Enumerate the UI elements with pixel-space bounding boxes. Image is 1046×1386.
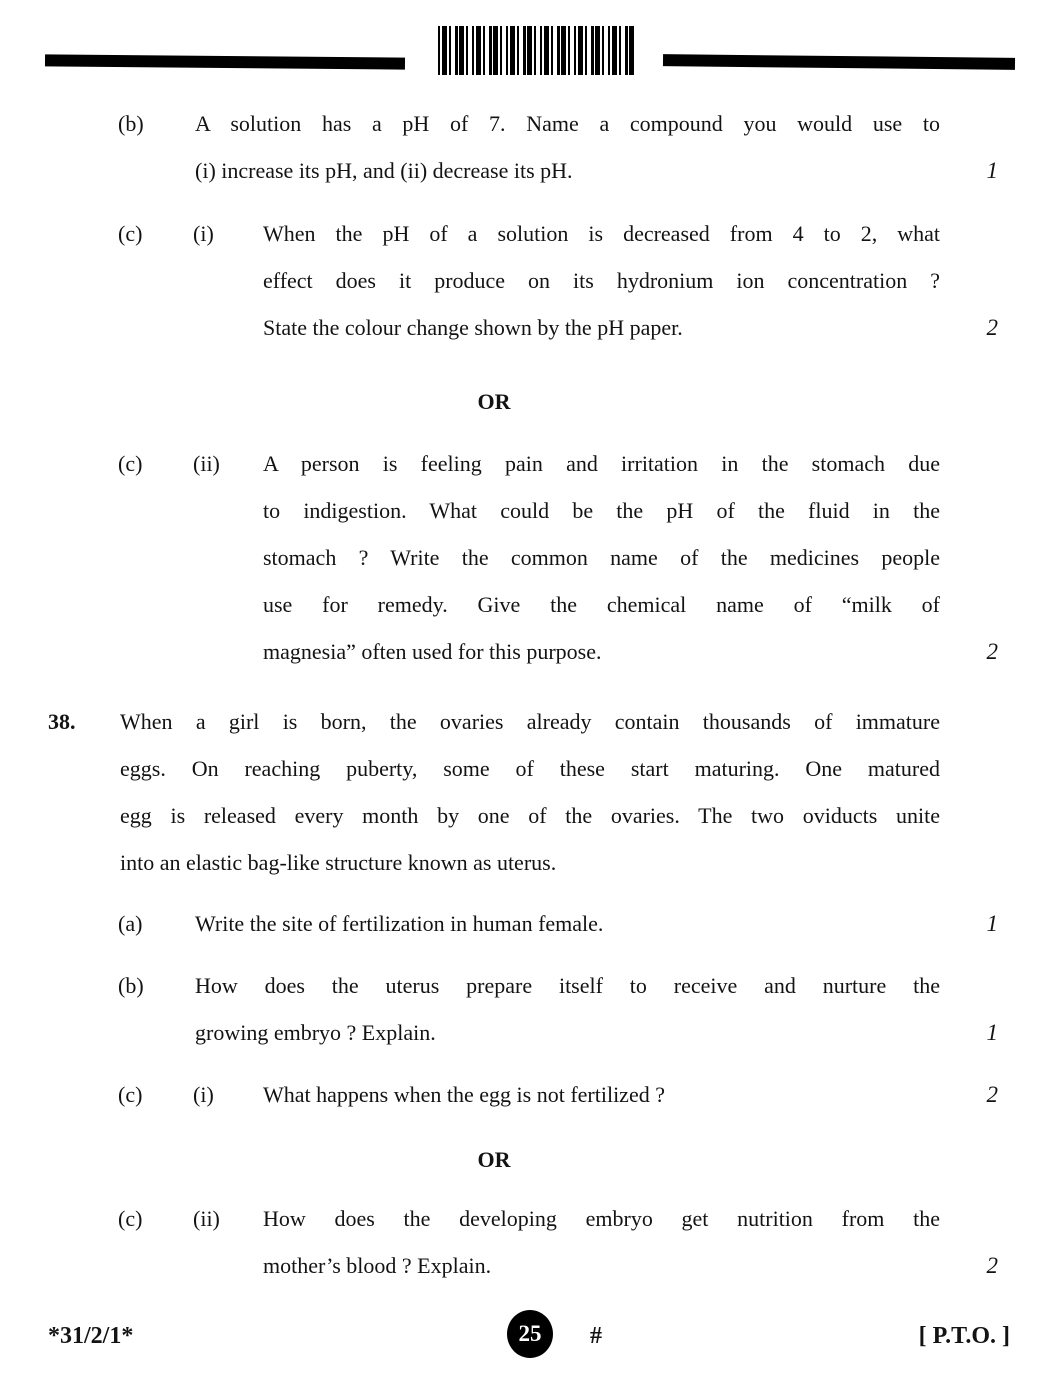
part-text bbox=[263, 1071, 940, 1118]
part-text bbox=[195, 900, 940, 947]
question-number: 38. bbox=[48, 709, 76, 734]
or-separator: OR bbox=[477, 1147, 511, 1172]
hash-mark: # bbox=[590, 1323, 602, 1349]
text-line: How does the developing embryo get nutrition from the bbox=[263, 1206, 940, 1231]
question-38-intro bbox=[48, 698, 998, 886]
question-part-37c-i bbox=[48, 210, 998, 351]
text-line: effect does it produce on its hydronium ion concentration ? bbox=[263, 268, 940, 293]
part-text bbox=[263, 1195, 940, 1289]
question-part-38a bbox=[48, 900, 998, 947]
part-sublabel: (i) bbox=[193, 1082, 214, 1107]
marks-value: 2 bbox=[986, 1082, 998, 1107]
text-line: eggs. On reaching puberty, some of these start maturing. One matured bbox=[120, 756, 940, 781]
pto-label: [ P.T.O. ] bbox=[918, 1323, 1010, 1349]
text-line: into an elastic bag-like structure known as uterus. bbox=[120, 850, 557, 875]
barcode bbox=[438, 26, 634, 75]
marks-value: 2 bbox=[986, 315, 998, 340]
part-label: (a) bbox=[118, 911, 143, 936]
part-text bbox=[263, 440, 940, 675]
marks-value: 2 bbox=[986, 1253, 998, 1278]
part-label: (b) bbox=[118, 111, 144, 136]
text-line: stomach ? Write the common name of the medicines people bbox=[263, 545, 940, 570]
marks-value: 1 bbox=[986, 911, 998, 936]
part-label: (c) bbox=[118, 1082, 143, 1107]
question-part-38b bbox=[48, 962, 998, 1056]
text-line: (i) increase its pH, and (ii) decrease its pH. bbox=[195, 158, 573, 183]
part-text bbox=[195, 962, 940, 1056]
part-sublabel: (i) bbox=[193, 221, 214, 246]
text-line: growing embryo ? Explain. bbox=[195, 1020, 436, 1045]
or-separator: OR bbox=[477, 389, 511, 414]
question-part-37b bbox=[48, 100, 998, 194]
text-line: egg is released every month by one of the ovaries. The two oviducts unite bbox=[120, 803, 940, 828]
text-line: mother’s blood ? Explain. bbox=[263, 1253, 492, 1278]
question-intro-text bbox=[120, 698, 940, 886]
text-line: use for remedy. Give the chemical name of “milk of bbox=[263, 592, 940, 617]
marks-value: 1 bbox=[986, 158, 998, 183]
header-rule-left bbox=[45, 54, 405, 69]
part-text bbox=[195, 100, 940, 194]
question-part-37c-ii bbox=[48, 440, 998, 675]
text-line: How does the uterus prepare itself to receive and nurture the bbox=[195, 973, 940, 998]
text-line: When the pH of a solution is decreased from 4 to 2, what bbox=[263, 221, 940, 246]
page-header bbox=[0, 0, 1046, 100]
part-label: (b) bbox=[118, 973, 144, 998]
text-line: A person is feeling pain and irritation in the stomach due bbox=[263, 451, 940, 476]
part-label: (c) bbox=[118, 221, 143, 246]
part-label: (c) bbox=[118, 451, 143, 476]
text-line: A solution has a pH of 7. Name a compound you would use to bbox=[195, 111, 940, 136]
part-sublabel: (ii) bbox=[193, 1206, 220, 1231]
page-number-badge: 25 bbox=[507, 1310, 553, 1358]
part-text bbox=[263, 210, 940, 351]
page-footer bbox=[48, 1308, 1010, 1362]
marks-value: 1 bbox=[986, 1020, 998, 1045]
text-line: Write the site of fertilization in human female. bbox=[195, 911, 604, 936]
part-sublabel: (ii) bbox=[193, 451, 220, 476]
marks-value: 2 bbox=[986, 639, 998, 664]
page-content bbox=[0, 100, 1046, 1289]
paper-code: *31/2/1* bbox=[48, 1323, 134, 1349]
header-rule-right bbox=[663, 54, 1015, 70]
text-line: When a girl is born, the ovaries already contain thousands of immature bbox=[120, 709, 940, 734]
text-line: What happens when the egg is not fertilized ? bbox=[263, 1082, 665, 1107]
text-line: to indigestion. What could be the pH of the fluid in the bbox=[263, 498, 940, 523]
text-line: State the colour change shown by the pH paper. bbox=[263, 315, 683, 340]
question-part-38c-ii bbox=[48, 1195, 998, 1289]
question-part-38c-i bbox=[48, 1071, 998, 1118]
text-line: magnesia” often used for this purpose. bbox=[263, 639, 602, 664]
part-label: (c) bbox=[118, 1206, 143, 1231]
